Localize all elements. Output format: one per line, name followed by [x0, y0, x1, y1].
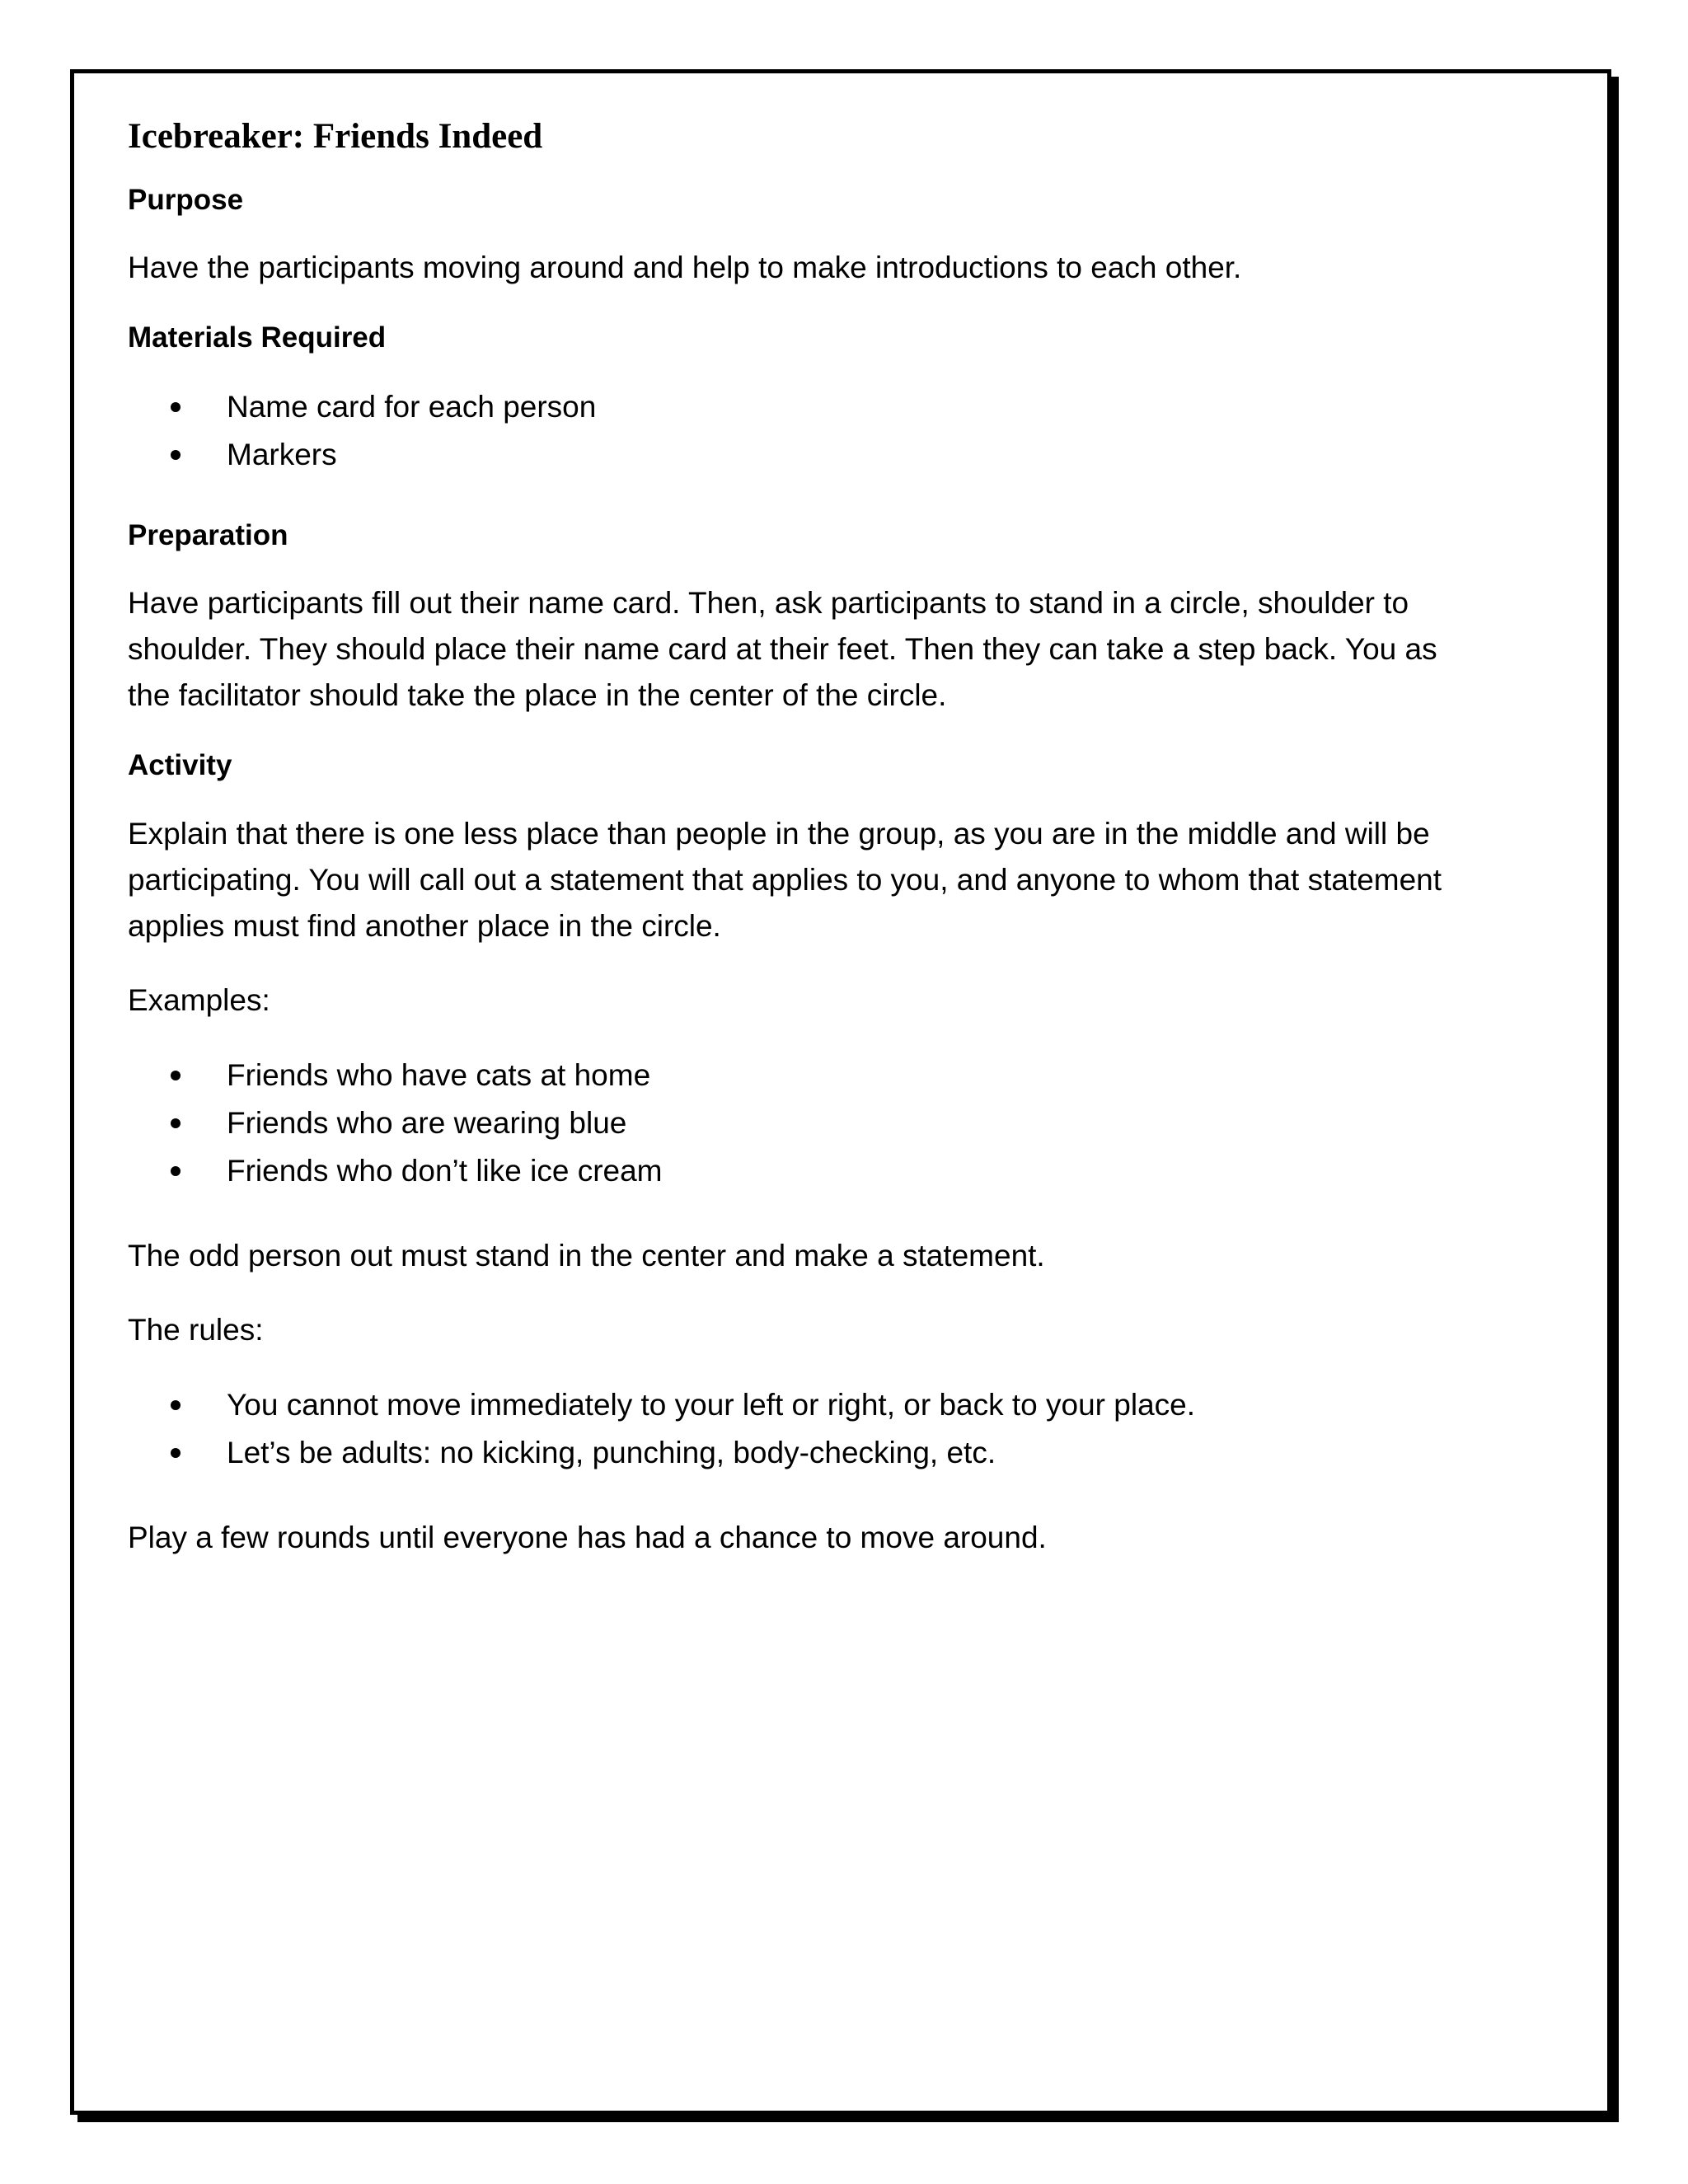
list-item — [128, 1052, 1479, 1099]
bullet-icon — [171, 1071, 181, 1080]
list-item — [128, 1099, 1479, 1147]
list-item — [128, 1147, 1479, 1195]
list-item-text: Let’s be adults: no kicking, punching, body-checking, etc. — [227, 1435, 996, 1469]
odd-person-text: The odd person out must stand in the center and make a statement. — [128, 1238, 1045, 1272]
examples-label: Examples: — [128, 982, 270, 1017]
bullet-icon — [171, 1118, 181, 1128]
list-item-text: Markers — [227, 437, 337, 471]
rules-list — [128, 1381, 1479, 1477]
list-item-text: Name card for each person — [227, 389, 597, 424]
list-item — [128, 431, 1479, 479]
document-content — [128, 115, 1479, 1589]
list-item-text: Friends who are wearing blue — [227, 1105, 627, 1140]
rules-label: The rules: — [128, 1312, 264, 1347]
closing-text: Play a few rounds until everyone has had a chance to move around. — [128, 1520, 1047, 1554]
document-title: Icebreaker: Friends Indeed — [128, 117, 543, 156]
bullet-icon — [171, 1400, 181, 1410]
bullet-icon — [171, 402, 181, 412]
activity-heading: Activity — [128, 749, 232, 782]
list-item-text: Friends who don’t like ice cream — [227, 1153, 663, 1188]
materials-list — [128, 383, 1479, 479]
list-item — [128, 1381, 1479, 1429]
list-item — [128, 1429, 1479, 1477]
bullet-icon — [171, 1448, 181, 1458]
examples-list — [128, 1052, 1479, 1195]
list-item-text: Friends who have cats at home — [227, 1057, 651, 1092]
list-item-text: You cannot move immediately to your left or right, or back to your place. — [227, 1387, 1196, 1422]
activity-intro: Explain that there is one less place than people in the group, as you are in the middle and will be participating. You will call out a statement that applies to you, and anyone to whom that statement applies must find another place in the circle. — [128, 816, 1442, 943]
purpose-heading: Purpose — [128, 183, 244, 216]
preparation-heading: Preparation — [128, 518, 288, 551]
list-item — [128, 383, 1479, 431]
bullet-icon — [171, 1166, 181, 1176]
bullet-icon — [171, 450, 181, 460]
materials-heading: Materials Required — [128, 321, 387, 354]
preparation-text: Have participants fill out their name card. Then, ask participants to stand in a circle, shoulder to shoulder. They should place their name card at their feet. Then they can take a step back. You as the facilitator should take the place in the center of the circle. — [128, 586, 1437, 713]
purpose-text: Have the participants moving around and help to make introductions to each other. — [128, 251, 1242, 285]
